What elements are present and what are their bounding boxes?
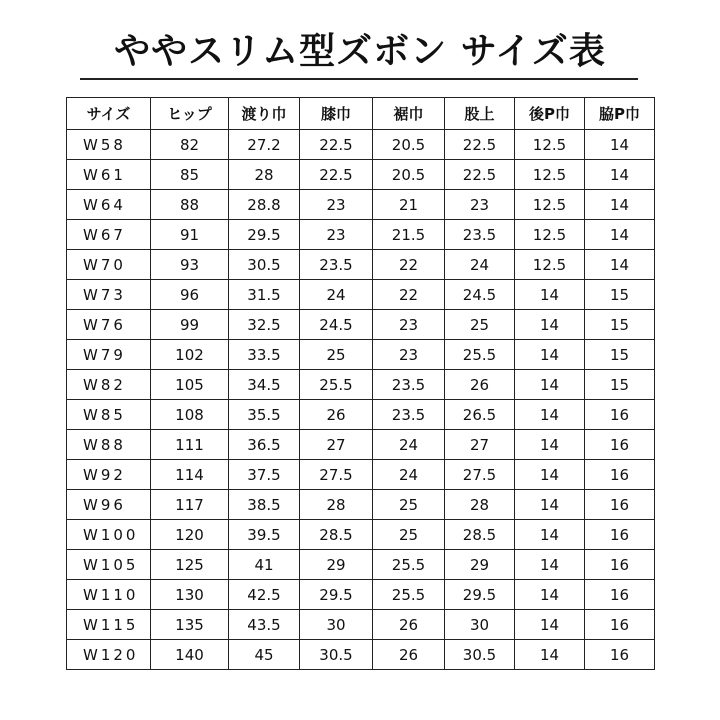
header-knee-width: 膝巾 <box>300 98 373 130</box>
cell-hip: 114 <box>151 460 229 490</box>
cell-back-pocket-width: 14 <box>515 430 585 460</box>
header-size: サイズ <box>67 98 151 130</box>
cell-size: W64 <box>67 190 151 220</box>
cell-back-pocket-width: 12.5 <box>515 250 585 280</box>
table-row <box>67 550 655 580</box>
cell-rise: 27 <box>445 430 515 460</box>
cell-size: W115 <box>67 610 151 640</box>
cell-back-pocket-width: 14 <box>515 550 585 580</box>
table-row <box>67 430 655 460</box>
cell-side-pocket-width: 16 <box>585 610 655 640</box>
cell-hip: 108 <box>151 400 229 430</box>
cell-hem-width: 22 <box>373 280 445 310</box>
cell-rise: 25.5 <box>445 340 515 370</box>
cell-back-pocket-width: 14 <box>515 520 585 550</box>
cell-side-pocket-width: 14 <box>585 160 655 190</box>
cell-knee-width: 26 <box>300 400 373 430</box>
cell-size: W76 <box>67 310 151 340</box>
cell-rise: 29.5 <box>445 580 515 610</box>
cell-side-pocket-width: 15 <box>585 280 655 310</box>
table-row <box>67 340 655 370</box>
cell-side-pocket-width: 16 <box>585 580 655 610</box>
cell-knee-width: 27.5 <box>300 460 373 490</box>
cell-knee-width: 24 <box>300 280 373 310</box>
cell-back-pocket-width: 12.5 <box>515 220 585 250</box>
table-body <box>67 130 655 670</box>
cell-side-pocket-width: 16 <box>585 520 655 550</box>
cell-hip: 99 <box>151 310 229 340</box>
cell-thigh-width: 28.8 <box>229 190 300 220</box>
cell-back-pocket-width: 14 <box>515 310 585 340</box>
cell-size: W120 <box>67 640 151 670</box>
table-row <box>67 310 655 340</box>
cell-hip: 102 <box>151 340 229 370</box>
cell-hem-width: 26 <box>373 610 445 640</box>
header-hem-width: 裾巾 <box>373 98 445 130</box>
cell-rise: 29 <box>445 550 515 580</box>
header-hip: ヒップ <box>151 98 229 130</box>
cell-side-pocket-width: 15 <box>585 370 655 400</box>
cell-thigh-width: 39.5 <box>229 520 300 550</box>
header-back-pocket-width: 後P巾 <box>515 98 585 130</box>
cell-hip: 140 <box>151 640 229 670</box>
cell-thigh-width: 34.5 <box>229 370 300 400</box>
table-row <box>67 400 655 430</box>
cell-size: W73 <box>67 280 151 310</box>
cell-thigh-width: 29.5 <box>229 220 300 250</box>
cell-thigh-width: 27.2 <box>229 130 300 160</box>
cell-hem-width: 23.5 <box>373 400 445 430</box>
cell-hip: 91 <box>151 220 229 250</box>
cell-hem-width: 23 <box>373 310 445 340</box>
cell-back-pocket-width: 14 <box>515 640 585 670</box>
cell-back-pocket-width: 12.5 <box>515 160 585 190</box>
cell-rise: 28.5 <box>445 520 515 550</box>
cell-rise: 22.5 <box>445 130 515 160</box>
cell-size: W58 <box>67 130 151 160</box>
cell-knee-width: 27 <box>300 430 373 460</box>
table-row <box>67 640 655 670</box>
cell-thigh-width: 45 <box>229 640 300 670</box>
table-row <box>67 250 655 280</box>
cell-rise: 25 <box>445 310 515 340</box>
cell-size: W85 <box>67 400 151 430</box>
cell-back-pocket-width: 12.5 <box>515 130 585 160</box>
cell-knee-width: 23 <box>300 190 373 220</box>
table-row <box>67 160 655 190</box>
cell-thigh-width: 33.5 <box>229 340 300 370</box>
cell-size: W61 <box>67 160 151 190</box>
cell-side-pocket-width: 16 <box>585 430 655 460</box>
cell-rise: 27.5 <box>445 460 515 490</box>
cell-hip: 88 <box>151 190 229 220</box>
cell-hem-width: 20.5 <box>373 130 445 160</box>
cell-thigh-width: 42.5 <box>229 580 300 610</box>
cell-side-pocket-width: 16 <box>585 550 655 580</box>
cell-hem-width: 25 <box>373 490 445 520</box>
cell-thigh-width: 35.5 <box>229 400 300 430</box>
cell-hip: 130 <box>151 580 229 610</box>
cell-thigh-width: 38.5 <box>229 490 300 520</box>
cell-size: W105 <box>67 550 151 580</box>
cell-hem-width: 21.5 <box>373 220 445 250</box>
cell-thigh-width: 41 <box>229 550 300 580</box>
cell-hem-width: 22 <box>373 250 445 280</box>
cell-hem-width: 23 <box>373 340 445 370</box>
cell-hem-width: 21 <box>373 190 445 220</box>
cell-side-pocket-width: 16 <box>585 460 655 490</box>
cell-side-pocket-width: 15 <box>585 310 655 340</box>
cell-knee-width: 22.5 <box>300 160 373 190</box>
table-row <box>67 370 655 400</box>
cell-hip: 105 <box>151 370 229 400</box>
cell-knee-width: 23 <box>300 220 373 250</box>
cell-knee-width: 22.5 <box>300 130 373 160</box>
cell-back-pocket-width: 14 <box>515 580 585 610</box>
cell-back-pocket-width: 12.5 <box>515 190 585 220</box>
cell-hem-width: 26 <box>373 640 445 670</box>
size-table <box>66 97 655 670</box>
cell-hip: 120 <box>151 520 229 550</box>
page-title: ややスリム型ズボン サイズ表 <box>114 31 606 72</box>
table-row <box>67 490 655 520</box>
table-row <box>67 580 655 610</box>
header-thigh-width: 渡り巾 <box>229 98 300 130</box>
cell-thigh-width: 36.5 <box>229 430 300 460</box>
cell-hem-width: 20.5 <box>373 160 445 190</box>
cell-hip: 111 <box>151 430 229 460</box>
cell-side-pocket-width: 16 <box>585 490 655 520</box>
cell-back-pocket-width: 14 <box>515 370 585 400</box>
cell-back-pocket-width: 14 <box>515 400 585 430</box>
cell-rise: 30 <box>445 610 515 640</box>
cell-back-pocket-width: 14 <box>515 460 585 490</box>
cell-knee-width: 30 <box>300 610 373 640</box>
header-row <box>67 98 655 130</box>
cell-size: W82 <box>67 370 151 400</box>
cell-back-pocket-width: 14 <box>515 280 585 310</box>
cell-side-pocket-width: 14 <box>585 130 655 160</box>
cell-back-pocket-width: 14 <box>515 610 585 640</box>
cell-knee-width: 30.5 <box>300 640 373 670</box>
cell-side-pocket-width: 16 <box>585 640 655 670</box>
cell-knee-width: 25.5 <box>300 370 373 400</box>
table-row <box>67 220 655 250</box>
table-row <box>67 520 655 550</box>
header-rise: 股上 <box>445 98 515 130</box>
cell-hip: 125 <box>151 550 229 580</box>
cell-size: W70 <box>67 250 151 280</box>
cell-side-pocket-width: 14 <box>585 250 655 280</box>
cell-size: W67 <box>67 220 151 250</box>
cell-thigh-width: 43.5 <box>229 610 300 640</box>
table-row <box>67 460 655 490</box>
cell-side-pocket-width: 14 <box>585 190 655 220</box>
cell-size: W96 <box>67 490 151 520</box>
cell-hem-width: 25 <box>373 520 445 550</box>
cell-knee-width: 29 <box>300 550 373 580</box>
cell-size: W100 <box>67 520 151 550</box>
cell-rise: 26 <box>445 370 515 400</box>
cell-size: W79 <box>67 340 151 370</box>
cell-back-pocket-width: 14 <box>515 340 585 370</box>
cell-hip: 93 <box>151 250 229 280</box>
cell-rise: 23.5 <box>445 220 515 250</box>
cell-hem-width: 24 <box>373 460 445 490</box>
cell-hip: 117 <box>151 490 229 520</box>
title-underline <box>80 78 638 80</box>
cell-hem-width: 23.5 <box>373 370 445 400</box>
cell-back-pocket-width: 14 <box>515 490 585 520</box>
cell-knee-width: 29.5 <box>300 580 373 610</box>
cell-thigh-width: 31.5 <box>229 280 300 310</box>
cell-rise: 24.5 <box>445 280 515 310</box>
cell-rise: 22.5 <box>445 160 515 190</box>
cell-rise: 30.5 <box>445 640 515 670</box>
cell-knee-width: 24.5 <box>300 310 373 340</box>
table-row <box>67 280 655 310</box>
table-row <box>67 190 655 220</box>
cell-side-pocket-width: 14 <box>585 220 655 250</box>
header-side-pocket-width: 脇P巾 <box>585 98 655 130</box>
table-row <box>67 130 655 160</box>
cell-hem-width: 25.5 <box>373 550 445 580</box>
cell-rise: 28 <box>445 490 515 520</box>
cell-side-pocket-width: 16 <box>585 400 655 430</box>
cell-hip: 85 <box>151 160 229 190</box>
cell-thigh-width: 32.5 <box>229 310 300 340</box>
cell-hip: 82 <box>151 130 229 160</box>
cell-hip: 135 <box>151 610 229 640</box>
cell-thigh-width: 37.5 <box>229 460 300 490</box>
cell-rise: 23 <box>445 190 515 220</box>
cell-knee-width: 25 <box>300 340 373 370</box>
cell-size: W92 <box>67 460 151 490</box>
cell-hem-width: 24 <box>373 430 445 460</box>
table-row <box>67 610 655 640</box>
cell-knee-width: 28.5 <box>300 520 373 550</box>
cell-knee-width: 28 <box>300 490 373 520</box>
cell-size: W110 <box>67 580 151 610</box>
cell-thigh-width: 30.5 <box>229 250 300 280</box>
cell-thigh-width: 28 <box>229 160 300 190</box>
cell-hem-width: 25.5 <box>373 580 445 610</box>
cell-rise: 26.5 <box>445 400 515 430</box>
cell-knee-width: 23.5 <box>300 250 373 280</box>
cell-size: W88 <box>67 430 151 460</box>
cell-rise: 24 <box>445 250 515 280</box>
cell-side-pocket-width: 15 <box>585 340 655 370</box>
cell-hip: 96 <box>151 280 229 310</box>
